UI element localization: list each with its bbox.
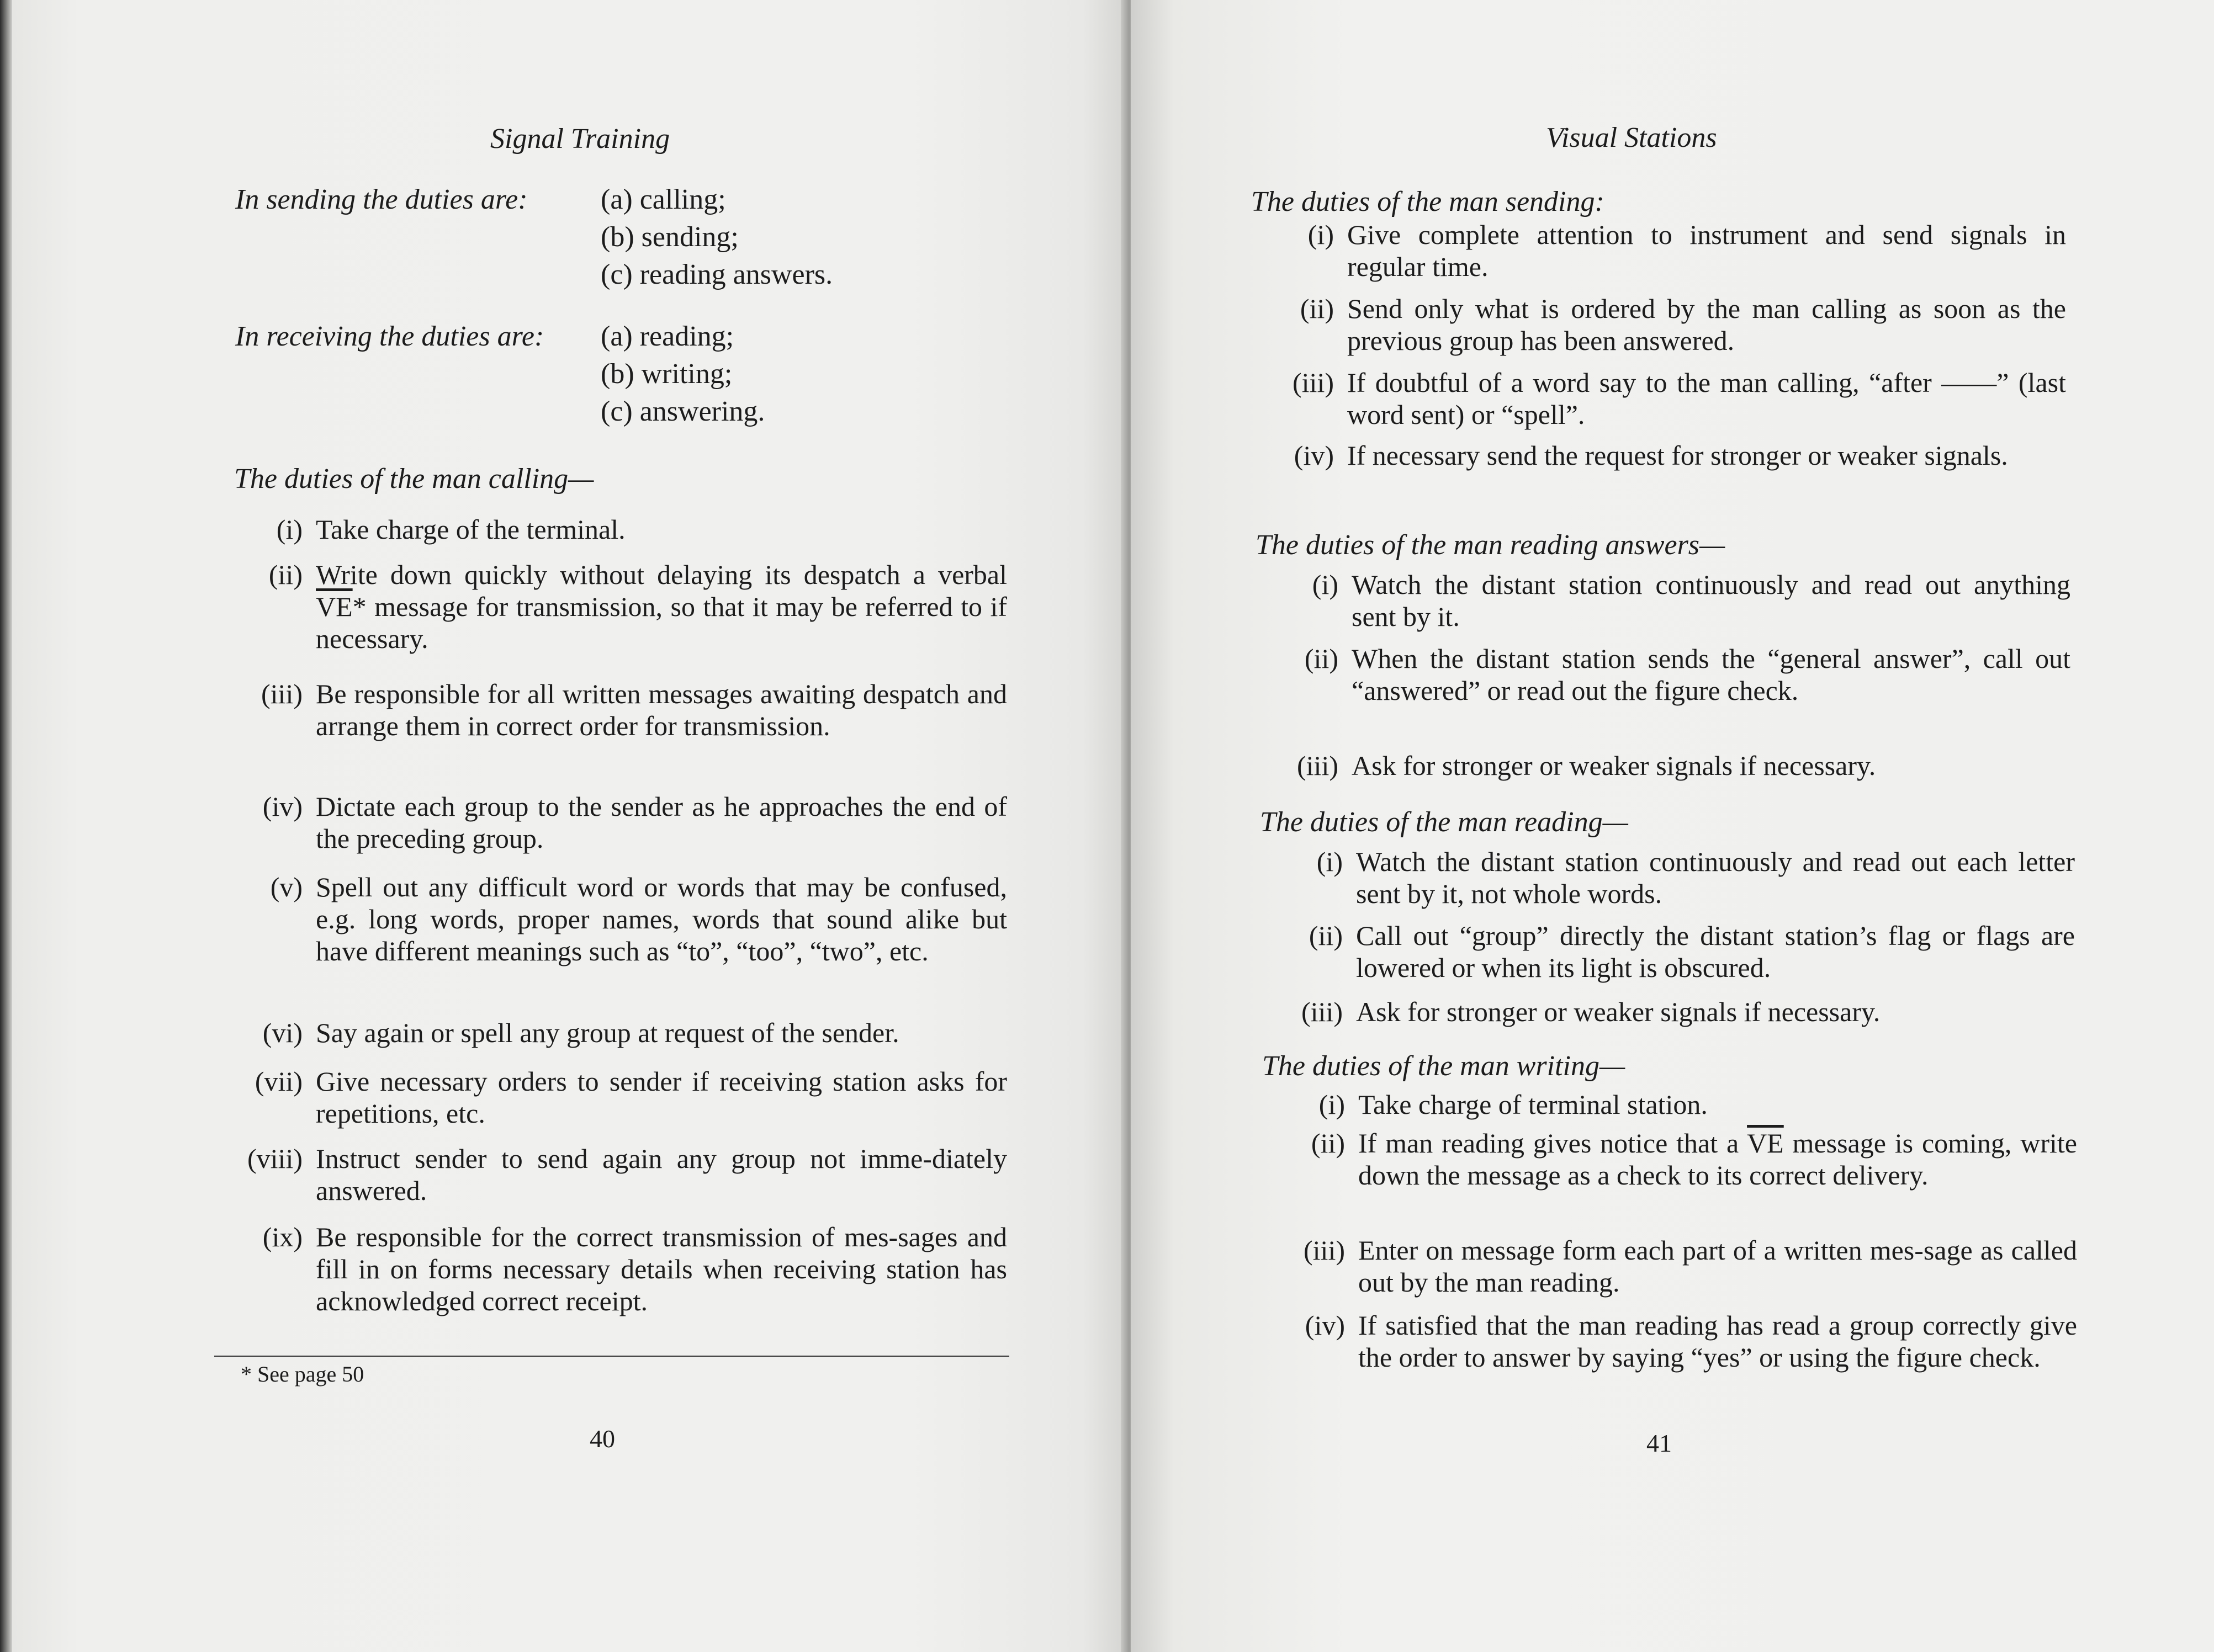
left-page [12, 0, 1127, 1652]
calling-item: (iv) Dictate each group to the sender as he approaches the end of the preceding group. [262, 791, 1007, 854]
calling-item: (viii) Instruct sender to send again any group not imme-diately answered. [247, 1143, 1007, 1206]
writing-item: (iii) Enter on message form each part of a written mes-sage as called out by the man reading. [1304, 1235, 2077, 1298]
writing-heading: The duties of the man writing— [1262, 1050, 1625, 1082]
receiving-duty-b: (b) writing; [601, 358, 733, 390]
calling-item: (iii) Be responsible for all written messages awaiting despatch and arrange them in correct order for transmission. [261, 678, 1007, 741]
receiving-duty-c: (c) answering. [601, 396, 765, 427]
calling-item: (vi) Say again or spell any group at request of the sender. [262, 1017, 899, 1048]
right-page-number: 41 [1646, 1429, 1672, 1457]
right-page [1131, 0, 2214, 1652]
answers-item: (i) Watch the distant station continuously and read out anything sent by it. [1312, 569, 2070, 632]
reading-item: (iii) Ask for stronger or weaker signals if necessary. [1301, 996, 1881, 1027]
book-edge [0, 0, 12, 1652]
answers-item: (ii) When the distant station sends the “general answer”, call out “answered” or read out the figure check. [1304, 643, 2070, 706]
sending-item: (iv) If necessary send the request for stronger or weaker signals. [1294, 440, 2008, 471]
writing-item: (iv) If satisfied that the man reading has read a group correctly give the order to answer by saying “yes” or using the figure check. [1305, 1310, 2077, 1373]
ve-procedure-sign: $\overline{VE}$ [316, 591, 353, 622]
calling-item: (ii) Write down quickly without delaying its despatch a verbal $\overline{VE}*$ message for transmission, so that it may be referred to if necessary. [268, 559, 1007, 654]
reading-item: (ii) Call out “group” directly the distant station’s flag or flags are lowered or when its light is obscured. [1309, 920, 2075, 983]
sending-duty-b: (b) sending; [601, 221, 739, 253]
receiving-duties-label: In receiving the duties are: [235, 321, 544, 352]
calling-duties-heading: The duties of the man calling— [234, 463, 594, 495]
calling-item: (ix) Be responsible for the correct transmission of mes-sages and fill in on forms necessary details when receiving station has acknowledged correct receipt. [262, 1221, 1007, 1316]
footnote-rule [214, 1356, 1009, 1357]
left-page-number: 40 [590, 1425, 615, 1453]
sending-duties-heading: The duties of the man sending: [1251, 186, 1604, 217]
calling-item: (i) Take charge of the terminal. [276, 514, 626, 545]
reading-answers-heading: The duties of the man reading answers— [1256, 529, 1725, 561]
sending-duty-a: (a) calling; [601, 184, 726, 215]
answers-item: (iii) Ask for stronger or weaker signals if necessary. [1297, 750, 1876, 781]
reading-item: (i) Watch the distant station continuously and read out each letter sent by it, not whole words. [1316, 846, 2075, 909]
ve-procedure-sign: $\overline{VE}$ [1747, 1128, 1784, 1159]
writing-item: (ii) If man reading gives notice that a $\overline{VE}$ message is coming, write down the message as a check to its correct delivery. [1311, 1128, 2077, 1191]
sending-item: (i) Give complete attention to instrument and send signals in regular time. [1307, 219, 2066, 282]
footnote: * See page 50 [241, 1362, 364, 1387]
sending-item: (ii) Send only what is ordered by the man calling as soon as the previous group has been answered. [1300, 293, 2066, 356]
sending-item: (iii) If doubtful of a word say to the man calling, “after ——” (last word sent) or “spell”. [1293, 367, 2066, 430]
sending-duty-c: (c) reading answers. [601, 259, 833, 290]
receiving-duty-a: (a) reading; [601, 321, 734, 352]
right-running-header: Visual Stations [1546, 122, 1717, 153]
writing-item: (i) Take charge of terminal station. [1318, 1089, 1708, 1120]
reading-heading: The duties of the man reading— [1260, 806, 1628, 838]
calling-item: (vii) Give necessary orders to sender if receiving station asks for repetitions, etc. [255, 1066, 1007, 1129]
calling-item: (v) Spell out any difficult word or words that may be confused, e.g. long words, proper names, words that sound alike but have different meanings such as “to”, “too”, “two”, etc. [270, 872, 1007, 966]
left-running-header: Signal Training [490, 123, 670, 155]
sending-duties-label: In sending the duties are: [235, 184, 528, 215]
